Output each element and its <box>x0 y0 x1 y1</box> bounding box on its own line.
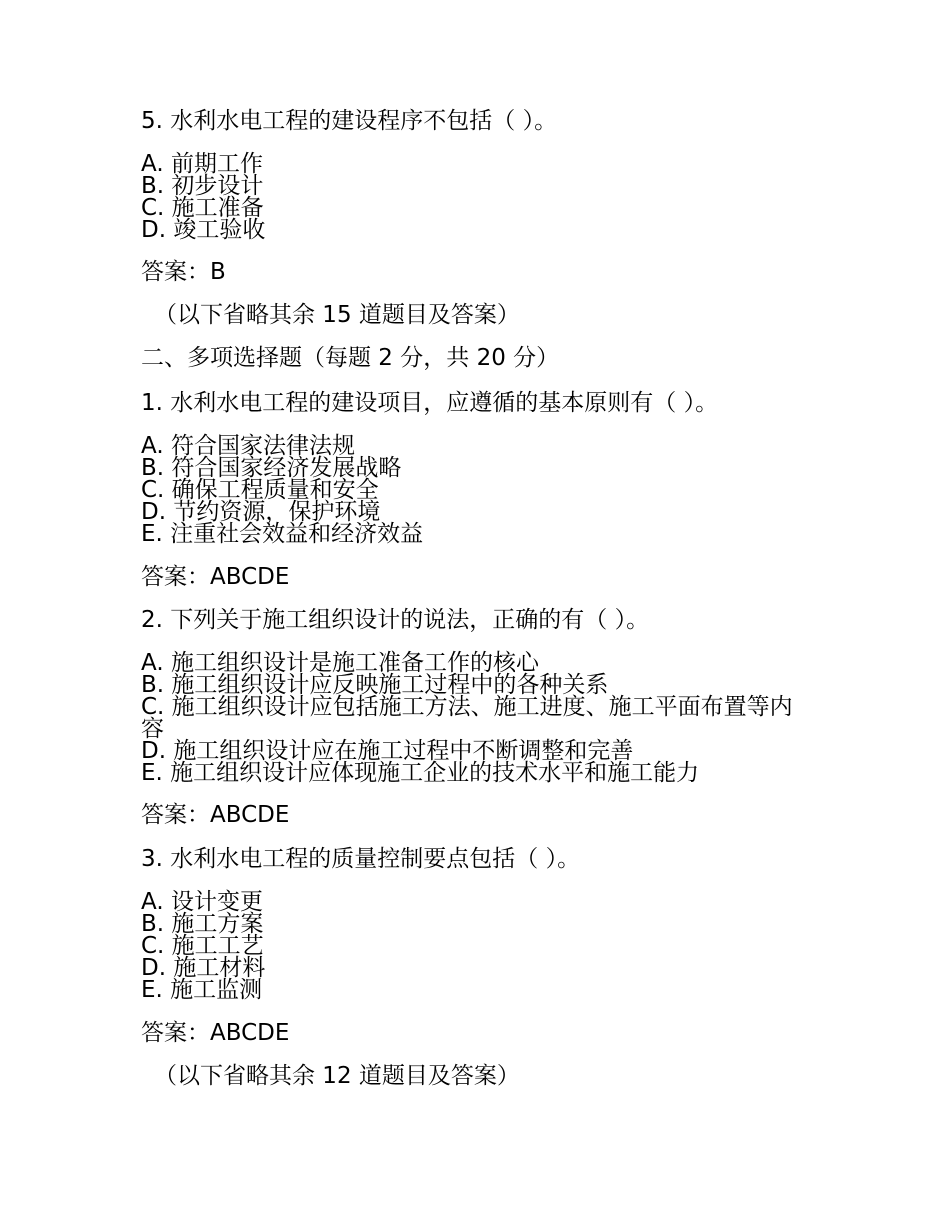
option-b: B. 初步设计 <box>141 173 264 199</box>
multi-question-1-text: 1. 水利水电工程的建设项目，应遵循的基本原则有（ ）。 <box>141 390 719 416</box>
option-b: B. 施工方案 <box>141 911 264 937</box>
option-c: C. 确保工程质量和安全 <box>141 477 379 503</box>
option-a: A. 设计变更 <box>141 889 263 915</box>
option-e: E. 施工组织设计应体现施工企业的技术水平和施工能力 <box>141 760 700 786</box>
option-b: B. 施工组织设计应反映施工过程中的各种关系 <box>141 672 609 698</box>
multi-question-2-text: 2. 下列关于施工组织设计的说法，正确的有（ ）。 <box>141 607 650 633</box>
omitted-note-multi: （以下省略其余 12 道题目及答案） <box>154 1063 520 1089</box>
multi-question-2-answer: 答案：ABCDE <box>141 802 290 828</box>
option-e: E. 注重社会效益和经济效益 <box>141 521 424 547</box>
section-heading-multiple-choice: 二、多项选择题（每题 2 分，共 20 分） <box>141 345 560 371</box>
multi-question-1-answer: 答案：ABCDE <box>141 564 290 590</box>
option-a: A. 施工组织设计是施工准备工作的核心 <box>141 650 539 676</box>
multi-question-3-text: 3. 水利水电工程的质量控制要点包括（ ）。 <box>141 846 581 872</box>
option-d: D. 竣工验收 <box>141 217 266 243</box>
multi-question-3-options <box>141 891 806 1001</box>
question-5-options <box>141 153 806 241</box>
option-c: C. 施工组织设计应包括施工方法、施工进度、施工平面布置等内容 <box>141 694 793 742</box>
question-5-text: 5. 水利水电工程的建设程序不包括（ ）。 <box>141 108 558 134</box>
option-b: B. 符合国家经济发展战略 <box>141 455 402 481</box>
question-5-answer: 答案：B <box>141 259 226 285</box>
option-c: C. 施工工艺 <box>141 933 264 959</box>
option-e: E. 施工监测 <box>141 977 263 1003</box>
multi-question-3-answer: 答案：ABCDE <box>141 1020 290 1046</box>
omitted-note-single: （以下省略其余 15 道题目及答案） <box>154 302 520 328</box>
option-a: A. 前期工作 <box>141 151 263 177</box>
option-d: D. 施工材料 <box>141 955 266 981</box>
option-a: A. 符合国家法律法规 <box>141 433 355 459</box>
multi-question-1-options <box>141 435 806 545</box>
multi-question-2-options <box>141 652 806 784</box>
option-c: C. 施工准备 <box>141 195 264 221</box>
option-d: D. 节约资源，保护环境 <box>141 499 381 525</box>
option-d: D. 施工组织设计应在施工过程中不断调整和完善 <box>141 738 634 764</box>
